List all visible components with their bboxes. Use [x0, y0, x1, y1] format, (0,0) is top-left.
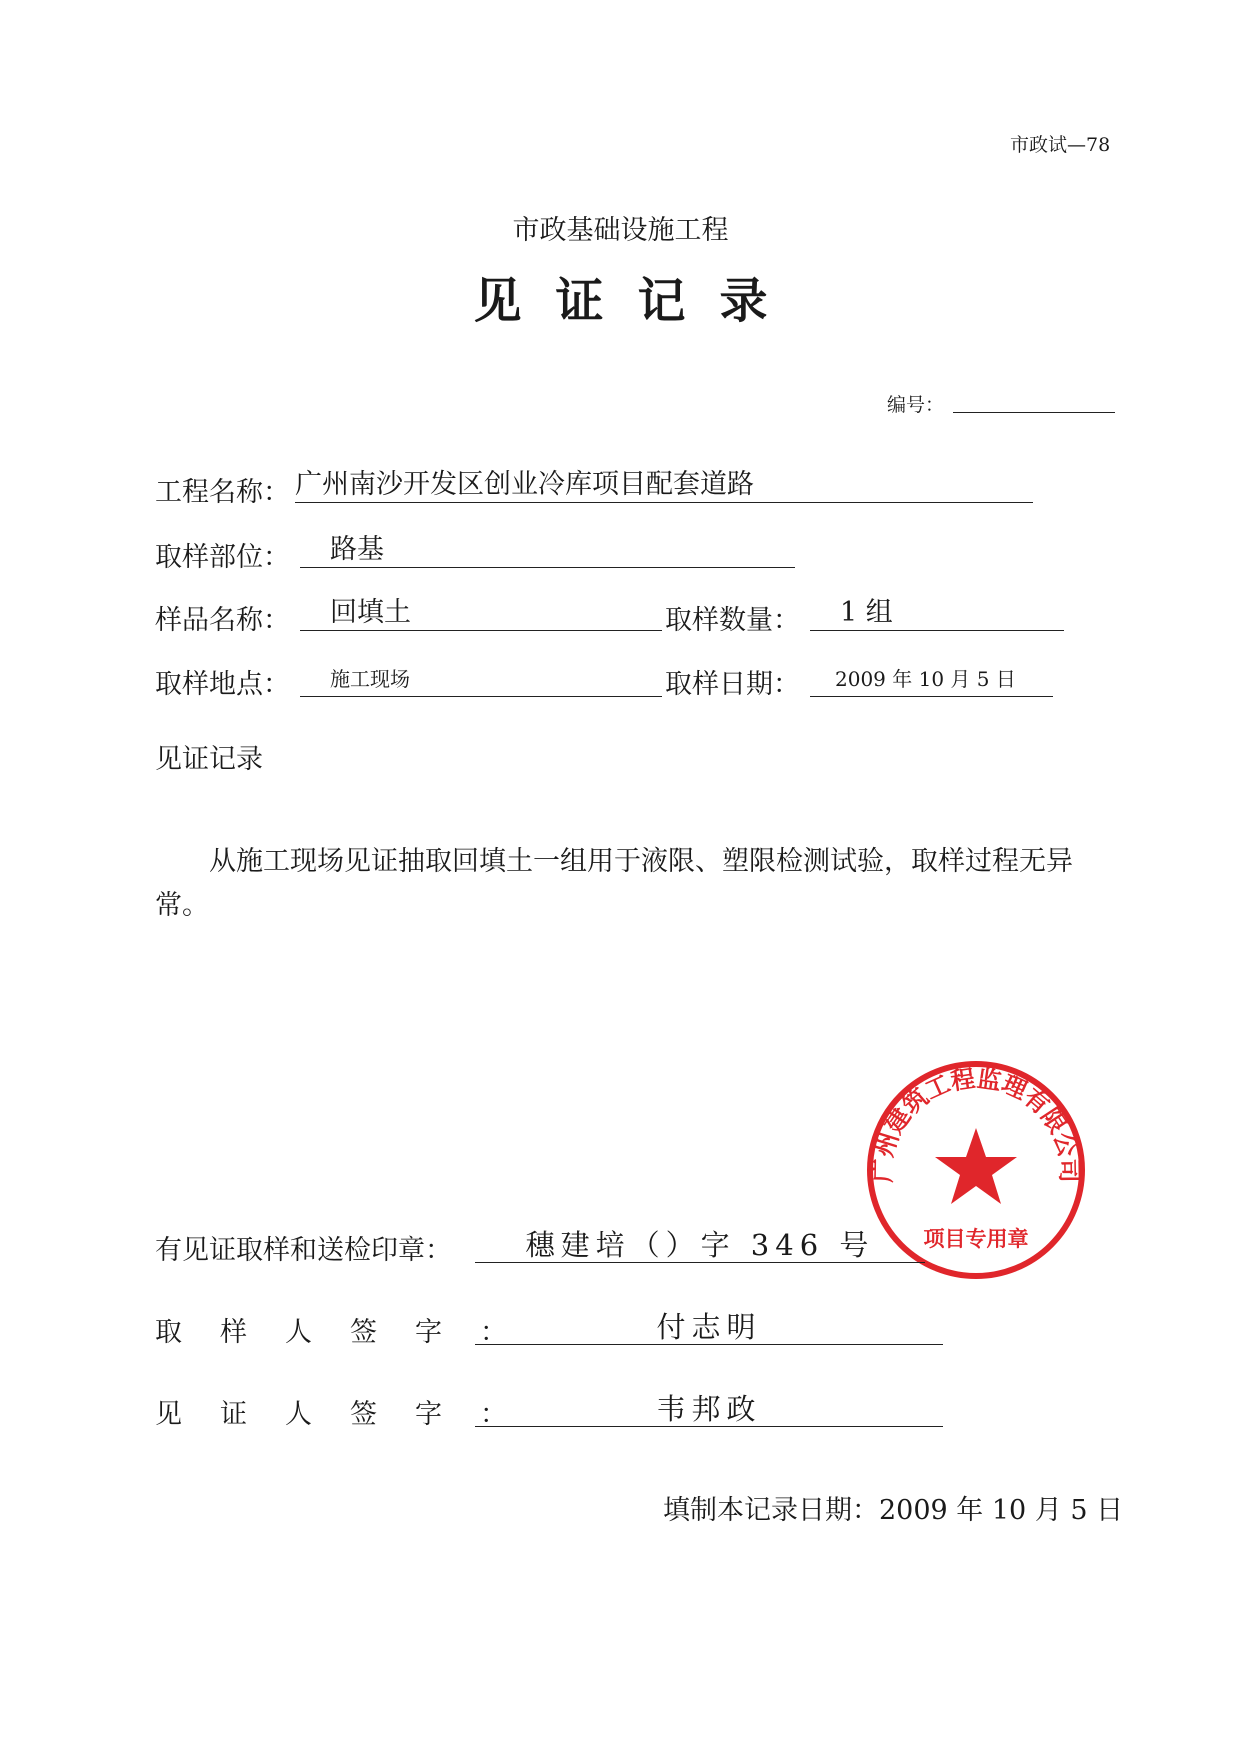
- witness-signature-value: 韦邦政: [656, 1392, 762, 1426]
- sample-part-field[interactable]: [300, 533, 795, 568]
- sample-quantity-field[interactable]: [810, 596, 1064, 631]
- sample-name-label: 样品名称：: [155, 605, 290, 636]
- sample-date-label: 取样日期：: [665, 669, 800, 700]
- sample-place-label: 取样地点：: [155, 669, 290, 700]
- record-text: 从施工现场见证抽取回填土一组用于液限、塑限检测试验，取样过程无异常。: [155, 846, 1073, 921]
- seal-number-value: 穗建培（）字 346 号: [525, 1228, 875, 1262]
- document-subtitle: 市政基础设施工程: [512, 215, 729, 246]
- sample-name-field[interactable]: [300, 596, 662, 631]
- form-code: 市政试—78: [1010, 134, 1111, 156]
- sampler-signature-value: 付志明: [656, 1310, 762, 1344]
- witness-signature-label: 见证人签字：: [155, 1399, 545, 1430]
- sample-name-value: 回填土: [330, 597, 411, 628]
- sample-quantity-label: 取样数量：: [665, 605, 800, 636]
- project-name-label: 工程名称：: [155, 477, 290, 508]
- sampler-signature-field[interactable]: [475, 1310, 943, 1345]
- sample-part-value: 路基: [330, 534, 384, 565]
- serial-number-field[interactable]: [953, 412, 1115, 413]
- sample-place-field[interactable]: [300, 662, 662, 697]
- seal-purpose-text: 项目专用章: [923, 1227, 1029, 1251]
- record-fill-date: 填制本记录日期：2009 年 10 月 5 日: [663, 1495, 1124, 1526]
- sample-quantity-value: 1 组: [840, 597, 893, 628]
- sampler-signature-label: 取样人签字：: [155, 1317, 545, 1348]
- project-name-value: 广州南沙开发区创业冷库项目配套道路: [295, 469, 754, 500]
- project-name-field[interactable]: [295, 468, 1033, 503]
- document-title: 见证记录: [473, 273, 802, 329]
- sample-date-value: 2009 年 10 月 5 日: [835, 667, 1016, 691]
- star-icon: [935, 1128, 1017, 1204]
- serial-number-label: 编号：: [887, 394, 945, 416]
- seal-number-label: 有见证取样和送检印章：: [155, 1235, 452, 1266]
- witness-signature-field[interactable]: [475, 1392, 943, 1427]
- seal-number-field[interactable]: [475, 1228, 925, 1263]
- sample-place-value: 施工现场: [330, 667, 410, 691]
- record-heading: 见证记录: [155, 744, 263, 775]
- seal-company-text: 广州建筑工程监理有限公司: [868, 1064, 1084, 1183]
- sample-date-field[interactable]: [810, 662, 1053, 697]
- sample-part-label: 取样部位：: [155, 542, 290, 573]
